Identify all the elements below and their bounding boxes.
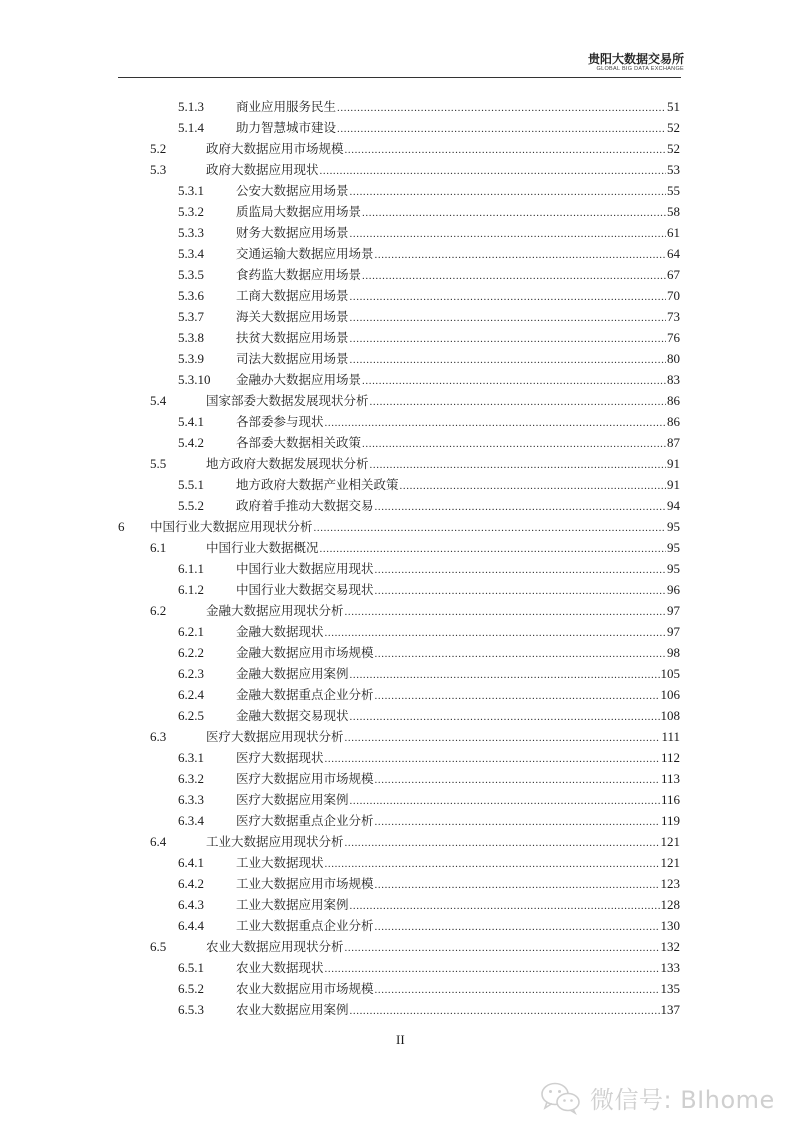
toc-dot-leader — [350, 329, 666, 349]
toc-entry-number: 5.3.1 — [178, 183, 204, 198]
toc-entry-number: 5.3.5 — [178, 267, 204, 282]
watermark-text: 微信号: BIhome — [590, 1086, 775, 1114]
toc-entry-number: 5.5 — [150, 456, 167, 471]
toc-entry-title: 各部委大数据相关政策 — [236, 435, 362, 450]
toc-entry[interactable] — [0, 916, 800, 936]
toc-entry[interactable] — [0, 496, 800, 516]
toc-entry-line — [236, 1000, 680, 1021]
toc-entry-page: 95 — [667, 540, 680, 555]
toc-entry-number: 6.5.1 — [178, 960, 204, 975]
toc-entry-title: 中国行业大数据交易现状 — [236, 582, 374, 597]
brand-name-en: GLOBAL BIG DATA EXCHANGE — [596, 66, 684, 72]
toc-entry-page: 67 — [667, 267, 680, 282]
toc-entry-number: 6.4.2 — [178, 876, 204, 891]
toc-dot-leader — [345, 140, 666, 160]
toc-entry-number: 6.3 — [150, 729, 167, 744]
toc-entry-number: 6.5 — [150, 939, 167, 954]
toc-entry[interactable] — [0, 538, 800, 558]
toc-entry[interactable] — [0, 454, 800, 474]
toc-entry-title: 工业大数据应用案例 — [236, 897, 349, 912]
toc-entry-title: 政府大数据应用现状 — [206, 162, 319, 177]
toc-entry-number: 5.3.2 — [178, 204, 204, 219]
toc-entry-title: 交通运输大数据应用场景 — [236, 246, 374, 261]
toc-dot-leader — [370, 392, 666, 412]
toc-entry-number: 6.1.2 — [178, 582, 204, 597]
toc-entry-line — [206, 832, 680, 853]
toc-entry-page: 121 — [660, 834, 680, 849]
toc-entry-line — [236, 685, 680, 706]
toc-entry-title: 工业大数据重点企业分析 — [236, 918, 374, 933]
toc-entry-page: 80 — [667, 351, 680, 366]
toc-entry-line — [236, 265, 680, 286]
toc-entry-line — [236, 895, 680, 916]
toc-entry[interactable] — [0, 517, 800, 537]
toc-entry-line — [236, 790, 680, 811]
toc-dot-leader — [375, 917, 660, 937]
toc-entry-number: 6.3.3 — [178, 792, 204, 807]
toc-entry-page: 55 — [667, 183, 680, 198]
toc-entry[interactable] — [0, 475, 800, 495]
toc-entry-number: 5.5.2 — [178, 498, 204, 513]
toc-entry-line — [236, 328, 680, 349]
toc-entry-page: 121 — [660, 855, 680, 870]
toc-entry-line — [236, 475, 680, 496]
toc-entry[interactable] — [0, 433, 800, 453]
toc-entry[interactable] — [0, 895, 800, 915]
toc-entry[interactable] — [0, 181, 800, 201]
toc-entry-page: 64 — [667, 246, 680, 261]
toc-entry-line — [236, 916, 680, 937]
toc-entry-page: 108 — [660, 708, 680, 723]
toc-entry-title: 医疗大数据重点企业分析 — [236, 813, 374, 828]
brand-name-cn: 贵阳大数据交易所 — [587, 52, 684, 66]
toc-entry-line — [206, 139, 680, 160]
toc-entry-line — [236, 202, 680, 223]
toc-entry-page: 52 — [667, 141, 680, 156]
toc-entry-line — [206, 727, 680, 748]
toc-entry-title: 金融大数据现状 — [236, 624, 324, 639]
toc-entry[interactable] — [0, 811, 800, 831]
toc-entry-number: 6.4.3 — [178, 897, 204, 912]
toc-entry-title: 工业大数据现状 — [236, 855, 324, 870]
toc-dot-leader — [362, 371, 666, 391]
toc-entry[interactable] — [0, 580, 800, 600]
toc-entry-number: 6.5.2 — [178, 981, 204, 996]
toc-entry-page: 58 — [667, 204, 680, 219]
toc-dot-leader — [375, 245, 666, 265]
toc-dot-leader — [350, 665, 660, 685]
toc-entry-number: 6.2.3 — [178, 666, 204, 681]
toc-entry[interactable] — [0, 958, 800, 978]
toc-entry-title: 农业大数据现状 — [236, 960, 324, 975]
toc-entry-number: 5.3.9 — [178, 351, 204, 366]
toc-entry[interactable] — [0, 706, 800, 726]
toc-entry-number: 5.3.8 — [178, 330, 204, 345]
toc-dot-leader — [400, 476, 666, 496]
toc-entry[interactable] — [0, 160, 800, 180]
toc-entry-line — [236, 643, 680, 664]
toc-entry-page: 97 — [667, 624, 680, 639]
toc-dot-leader — [320, 161, 666, 181]
toc-dot-leader — [325, 623, 666, 643]
toc-entry[interactable] — [0, 412, 800, 432]
toc-entry-title: 中国行业大数据应用现状分析 — [150, 519, 313, 534]
toc-entry-title: 医疗大数据现状 — [236, 750, 324, 765]
toc-entry-number: 6.2.1 — [178, 624, 204, 639]
toc-entry-title: 各部委参与现状 — [236, 414, 324, 429]
toc-entry-title: 工业大数据应用现状分析 — [206, 834, 344, 849]
toc-dot-leader — [375, 875, 660, 895]
toc-entry-page: 91 — [667, 477, 680, 492]
toc-dot-leader — [375, 644, 666, 664]
toc-entry-line — [236, 223, 680, 244]
toc-entry-title: 政府着手推动大数据交易 — [236, 498, 374, 513]
toc-entry-number: 5.3.7 — [178, 309, 204, 324]
toc-entry-line — [206, 391, 680, 412]
toc-dot-leader — [350, 707, 660, 727]
toc-entry[interactable] — [0, 349, 800, 369]
toc-dot-leader — [337, 119, 666, 139]
wechat-icon — [540, 1081, 582, 1115]
toc-entry-title: 财务大数据应用场景 — [236, 225, 349, 240]
toc-dot-leader — [314, 518, 666, 538]
toc-entry-number: 5.3 — [150, 162, 167, 177]
toc-entry-line — [236, 580, 680, 601]
page-number: II — [396, 1032, 405, 1047]
toc-dot-leader — [325, 854, 660, 874]
toc-dot-leader — [375, 686, 660, 706]
toc-entry-number: 6.1 — [150, 540, 167, 555]
toc-entry[interactable] — [0, 769, 800, 789]
toc-entry[interactable] — [0, 286, 800, 306]
toc-entry-line — [236, 979, 680, 1000]
toc-entry-page: 76 — [667, 330, 680, 345]
toc-entry-page: 97 — [667, 603, 680, 618]
toc-dot-leader — [375, 980, 660, 1000]
toc-entry-line — [236, 559, 680, 580]
toc-entry-number: 5.2 — [150, 141, 167, 156]
toc-entry-title: 金融大数据应用案例 — [236, 666, 349, 681]
toc-entry-page: 96 — [667, 582, 680, 597]
toc-entry-page: 83 — [667, 372, 680, 387]
toc-entry-title: 医疗大数据应用市场规模 — [236, 771, 374, 786]
toc-entry-page: 130 — [660, 918, 680, 933]
toc-entry-title: 工业大数据应用市场规模 — [236, 876, 374, 891]
header-brand — [588, 52, 684, 73]
toc-entry[interactable] — [0, 832, 800, 852]
toc-entry-number: 5.4.1 — [178, 414, 204, 429]
toc-dot-leader — [375, 560, 666, 580]
toc-entry[interactable] — [0, 748, 800, 768]
toc-entry[interactable] — [0, 622, 800, 642]
toc-dot-leader — [350, 350, 666, 370]
toc-entry-page: 73 — [667, 309, 680, 324]
toc-entry-number: 6.2.2 — [178, 645, 204, 660]
toc-entry-page: 98 — [667, 645, 680, 660]
toc-entry-title: 中国行业大数据应用现状 — [236, 561, 374, 576]
toc-entry-title: 国家部委大数据发展现状分析 — [206, 393, 369, 408]
toc-entry-line — [236, 874, 680, 895]
toc-entry[interactable] — [0, 853, 800, 873]
toc-entry-number: 6.1.1 — [178, 561, 204, 576]
toc-entry-number: 6.3.2 — [178, 771, 204, 786]
toc-entry-line — [236, 496, 680, 517]
toc-entry-page: 116 — [660, 792, 680, 807]
toc-entry-page: 132 — [660, 939, 680, 954]
toc-entry-title: 金融办大数据应用场景 — [236, 372, 362, 387]
toc-entry-number: 5.4 — [150, 393, 167, 408]
toc-entry-line — [236, 370, 680, 391]
toc-dot-leader — [320, 539, 666, 559]
toc-entry-title: 司法大数据应用场景 — [236, 351, 349, 366]
toc-entry[interactable] — [0, 790, 800, 810]
toc-dot-leader — [350, 182, 666, 202]
toc-dot-leader — [345, 728, 661, 748]
toc-entry-line — [236, 307, 680, 328]
toc-entry[interactable] — [0, 874, 800, 894]
toc-entry-title: 农业大数据应用现状分析 — [206, 939, 344, 954]
toc-dot-leader — [350, 308, 666, 328]
toc-dot-leader — [337, 98, 666, 118]
toc-entry-line — [236, 244, 680, 265]
toc-entry-number: 6.2.5 — [178, 708, 204, 723]
toc-entry-number: 5.3.10 — [178, 372, 211, 387]
toc-entry-title: 金融大数据交易现状 — [236, 708, 349, 723]
toc-entry-line — [206, 937, 680, 958]
toc-entry-page: 87 — [667, 435, 680, 450]
toc-dot-leader — [325, 959, 660, 979]
toc-dot-leader — [370, 455, 666, 475]
toc-entry-number: 6.2.4 — [178, 687, 204, 702]
toc-dot-leader — [345, 833, 660, 853]
toc-dot-leader — [325, 413, 666, 433]
toc-entry-line — [236, 286, 680, 307]
toc-entry[interactable] — [0, 265, 800, 285]
toc-entry-title: 扶贫大数据应用场景 — [236, 330, 349, 345]
toc-entry-line — [236, 412, 680, 433]
toc-entry-title: 政府大数据应用市场规模 — [206, 141, 344, 156]
toc-entry-page: 51 — [667, 99, 680, 114]
toc-entry[interactable] — [0, 328, 800, 348]
toc-entry-page: 128 — [660, 897, 680, 912]
toc-entry-page: 106 — [660, 687, 680, 702]
toc-entry-page: 52 — [667, 120, 680, 135]
toc-entry-title: 商业应用服务民生 — [236, 99, 337, 114]
toc-entry-line — [236, 706, 680, 727]
toc-entry-line — [236, 118, 680, 139]
toc-entry-number: 6.4.1 — [178, 855, 204, 870]
toc-entry[interactable] — [0, 1000, 800, 1020]
toc-entry[interactable] — [0, 979, 800, 999]
toc-entry-page: 94 — [667, 498, 680, 513]
toc-entry[interactable] — [0, 559, 800, 579]
toc-entry-page: 70 — [667, 288, 680, 303]
toc-dot-leader — [350, 1001, 660, 1021]
toc-entry-page: 53 — [667, 162, 680, 177]
watermark — [540, 1080, 775, 1115]
toc-dot-leader — [350, 224, 666, 244]
toc-entry[interactable] — [0, 601, 800, 621]
toc-entry-line — [236, 181, 680, 202]
toc-dot-leader — [350, 287, 666, 307]
toc-entry-title: 金融大数据重点企业分析 — [236, 687, 374, 702]
toc-entry-line — [236, 97, 680, 118]
toc-entry-title: 农业大数据应用市场规模 — [236, 981, 374, 996]
toc-dot-leader — [362, 266, 666, 286]
toc-entry-number: 6.2 — [150, 603, 167, 618]
toc-entry[interactable] — [0, 643, 800, 663]
toc-entry-title: 地方政府大数据发展现状分析 — [206, 456, 369, 471]
toc-entry-title: 农业大数据应用案例 — [236, 1002, 349, 1017]
toc-entry-line — [150, 517, 680, 538]
toc-entry[interactable] — [0, 202, 800, 222]
toc-entry-title: 金融大数据应用市场规模 — [236, 645, 374, 660]
toc-dot-leader — [325, 749, 660, 769]
toc-entry-line — [206, 454, 680, 475]
toc-entry-page: 135 — [660, 981, 680, 996]
toc-entry-page: 86 — [667, 414, 680, 429]
toc-entry-page: 111 — [661, 729, 680, 744]
toc-entry-page: 112 — [660, 750, 680, 765]
toc-entry-line — [206, 160, 680, 181]
toc-entry-title: 助力智慧城市建设 — [236, 120, 337, 135]
toc-entry-line — [206, 601, 680, 622]
toc-entry-page: 105 — [660, 666, 680, 681]
toc-dot-leader — [375, 770, 660, 790]
toc-entry[interactable] — [0, 223, 800, 243]
toc-entry-title: 金融大数据应用现状分析 — [206, 603, 344, 618]
toc-entry-title: 医疗大数据应用现状分析 — [206, 729, 344, 744]
toc-entry-line — [206, 538, 680, 559]
toc-entry[interactable] — [0, 685, 800, 705]
toc-entry-line — [236, 349, 680, 370]
toc-entry[interactable] — [0, 118, 800, 138]
toc-entry[interactable] — [0, 97, 800, 117]
toc-entry-page: 86 — [667, 393, 680, 408]
toc-entry-number: 5.4.2 — [178, 435, 204, 450]
toc-dot-leader — [362, 203, 666, 223]
toc-entry-page: 91 — [667, 456, 680, 471]
toc-entry-title: 中国行业大数据概况 — [206, 540, 319, 555]
toc-entry-line — [236, 622, 680, 643]
toc-entry-line — [236, 958, 680, 979]
toc-entry-title: 海关大数据应用场景 — [236, 309, 349, 324]
toc-entry-page: 133 — [660, 960, 680, 975]
header-divider — [118, 77, 681, 78]
toc-entry-page: 119 — [660, 813, 680, 828]
toc-entry-line — [236, 853, 680, 874]
toc-entry[interactable] — [0, 937, 800, 957]
toc-entry-number: 6 — [118, 519, 125, 534]
toc-entry[interactable] — [0, 664, 800, 684]
toc-entry-line — [236, 433, 680, 454]
toc-entry-title: 地方政府大数据产业相关政策 — [236, 477, 399, 492]
toc-entry[interactable] — [0, 727, 800, 747]
toc-entry-number: 5.3.4 — [178, 246, 204, 261]
toc-entry[interactable] — [0, 244, 800, 264]
toc-entry-page: 95 — [667, 561, 680, 576]
toc-entry-number: 6.5.3 — [178, 1002, 204, 1017]
toc-entry-page: 61 — [667, 225, 680, 240]
toc-dot-leader — [375, 581, 666, 601]
toc-entry-number: 6.4.4 — [178, 918, 204, 933]
toc-entry-number: 5.3.3 — [178, 225, 204, 240]
toc-entry[interactable] — [0, 370, 800, 390]
toc-entry-number: 6.4 — [150, 834, 167, 849]
toc-entry-number: 6.3.1 — [178, 750, 204, 765]
toc-entry-page: 95 — [667, 519, 680, 534]
toc-dot-leader — [350, 791, 660, 811]
toc-dot-leader — [375, 497, 666, 517]
toc-entry[interactable] — [0, 307, 800, 327]
toc-entry[interactable] — [0, 139, 800, 159]
toc-entry-number: 6.3.4 — [178, 813, 204, 828]
toc-dot-leader — [375, 812, 660, 832]
toc-entry-page: 123 — [660, 876, 680, 891]
toc-entry-title: 医疗大数据应用案例 — [236, 792, 349, 807]
toc-entry-page: 113 — [660, 771, 680, 786]
toc-entry-title: 工商大数据应用场景 — [236, 288, 349, 303]
toc-entry-title: 食药监大数据应用场景 — [236, 267, 362, 282]
toc-entry-number: 5.3.6 — [178, 288, 204, 303]
toc-entry-title: 公安大数据应用场景 — [236, 183, 349, 198]
toc-entry-line — [236, 811, 680, 832]
toc-entry-line — [236, 769, 680, 790]
toc-dot-leader — [345, 938, 660, 958]
toc-entry-number: 5.1.4 — [178, 120, 204, 135]
toc-entry-page: 137 — [660, 1002, 680, 1017]
toc-dot-leader — [350, 896, 660, 916]
toc-entry-number: 5.1.3 — [178, 99, 204, 114]
toc-entry[interactable] — [0, 391, 800, 411]
toc-entry-title: 质监局大数据应用场景 — [236, 204, 362, 219]
toc-entry-line — [236, 748, 680, 769]
toc-entry-number: 5.5.1 — [178, 477, 204, 492]
toc-dot-leader — [362, 434, 666, 454]
toc-entry-line — [236, 664, 680, 685]
toc-dot-leader — [345, 602, 666, 622]
